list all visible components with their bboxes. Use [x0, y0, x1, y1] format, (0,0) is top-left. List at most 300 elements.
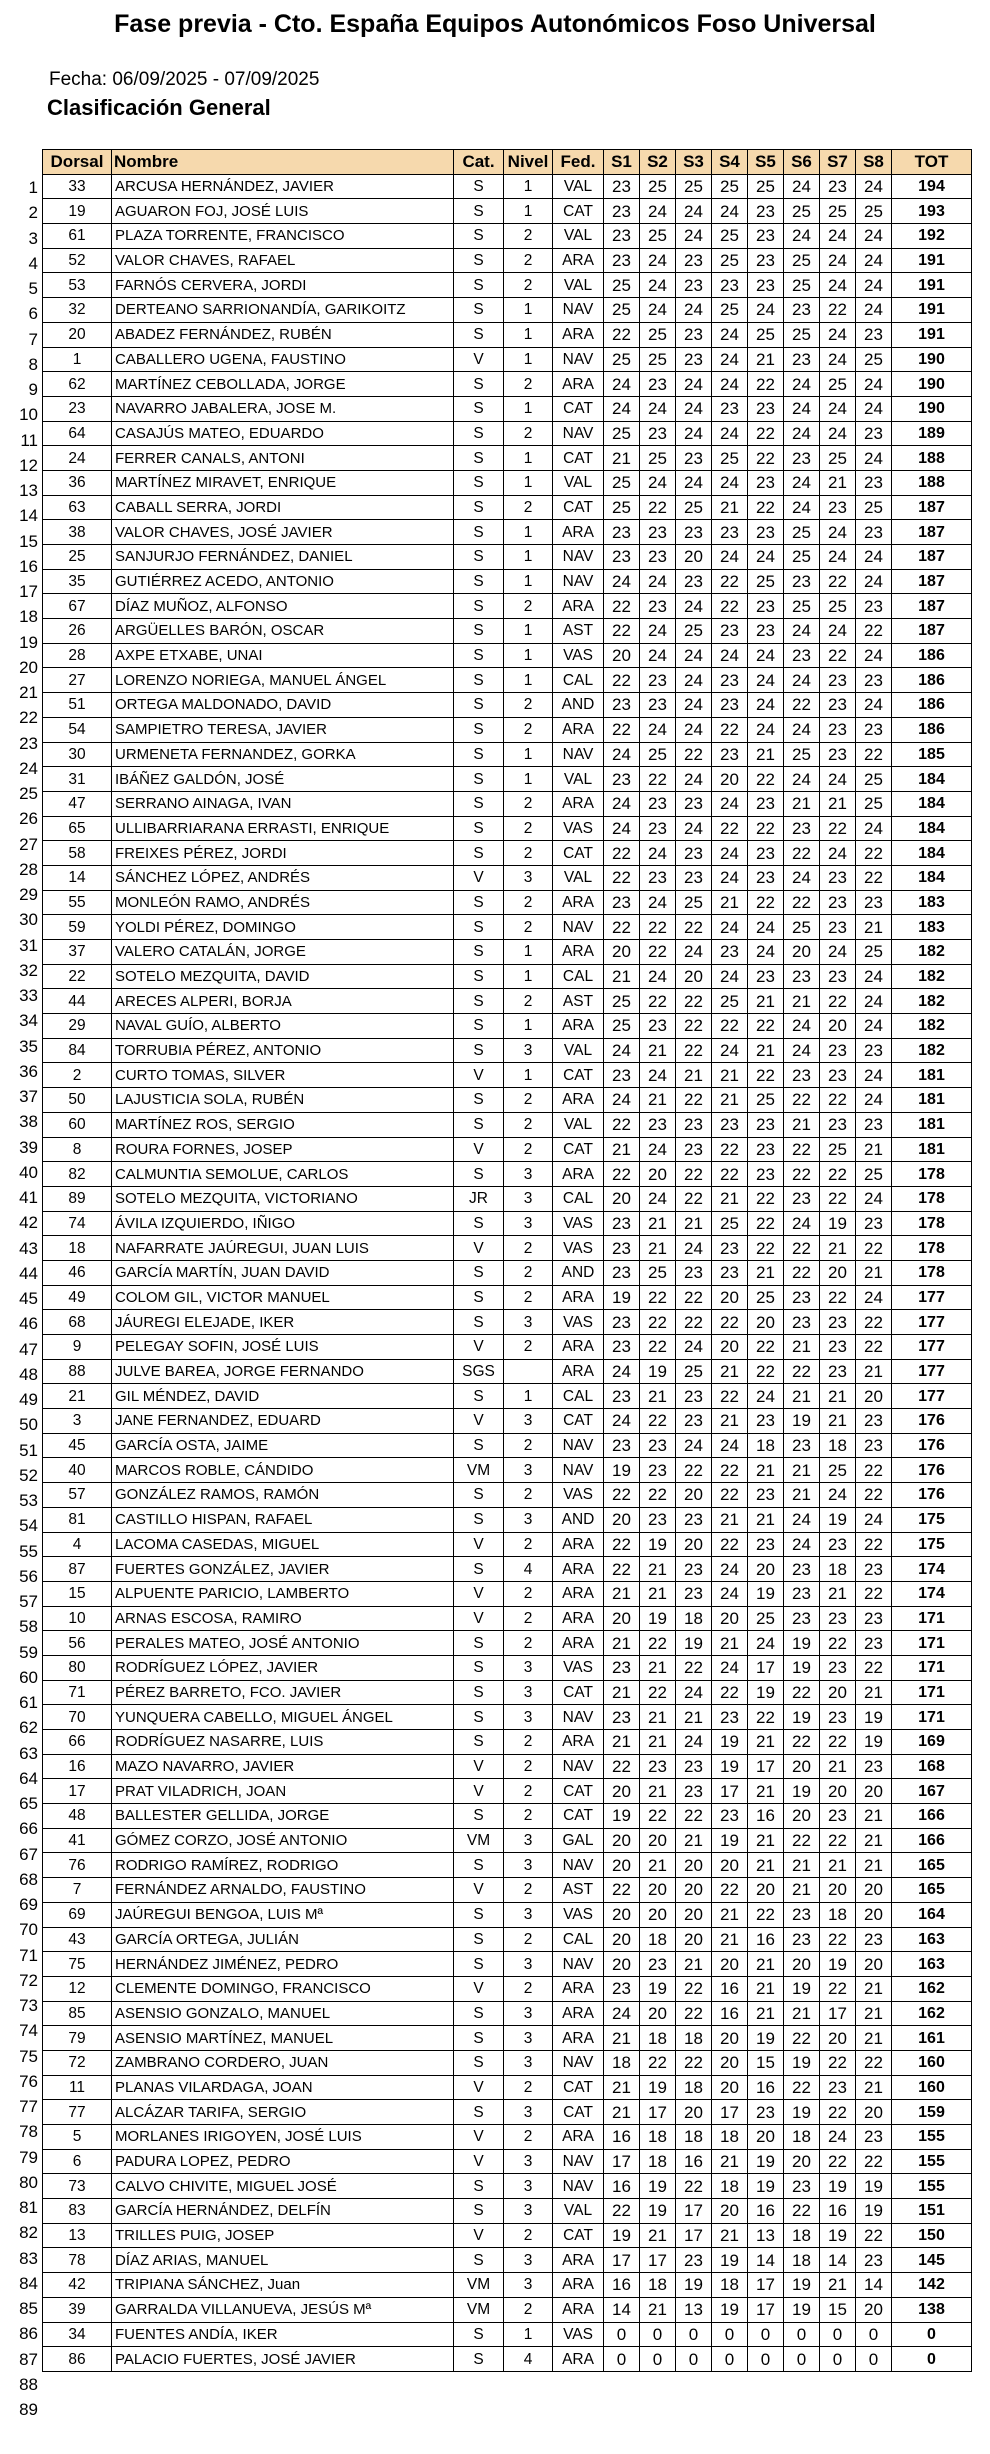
series-score: 24: [820, 545, 856, 570]
series-score: 17: [640, 2100, 676, 2125]
series-score: 22: [748, 1211, 784, 1236]
series-score: 20: [676, 1483, 712, 1508]
series-score: 22: [712, 1532, 748, 1557]
series-score: 20: [640, 1878, 676, 1903]
series-score: 22: [604, 865, 640, 890]
dorsal-cell: 14: [43, 865, 112, 890]
table-row: [43, 569, 972, 594]
results-table: [42, 149, 972, 2372]
series-score: 23: [856, 2248, 892, 2273]
table-row: [43, 1804, 972, 1829]
series-score: 19: [820, 1507, 856, 1532]
series-score: 23: [820, 717, 856, 742]
rank-number: 44: [19, 1263, 38, 1283]
rank-number: 70: [19, 1920, 38, 1940]
series-score: 19: [604, 1804, 640, 1829]
series-score: 17: [676, 2223, 712, 2248]
athlete-name: ORTEGA MALDONADO, DAVID: [112, 693, 454, 718]
series-score: 20: [856, 1902, 892, 1927]
series-score: 24: [856, 372, 892, 397]
rank-number: 6: [28, 304, 38, 324]
series-score: 20: [748, 1878, 784, 1903]
series-score: 24: [640, 273, 676, 298]
series-score: 21: [712, 2149, 748, 2174]
level-cell: 2: [504, 2297, 553, 2322]
series-score: 21: [640, 1581, 676, 1606]
category-cell: S: [454, 1088, 504, 1113]
series-score: 23: [604, 1335, 640, 1360]
table-row: [43, 1310, 972, 1335]
series-score: 21: [784, 989, 820, 1014]
series-score: 24: [856, 1186, 892, 1211]
series-score: 20: [856, 2100, 892, 2125]
series-score: 23: [784, 298, 820, 323]
series-score: 25: [604, 298, 640, 323]
dorsal-cell: 75: [43, 1952, 112, 1977]
total-score: 177: [892, 1335, 972, 1360]
federation-cell: VAS: [553, 2322, 604, 2347]
table-row: [43, 1828, 972, 1853]
series-score: 25: [784, 273, 820, 298]
series-score: 24: [856, 396, 892, 421]
table-row: [43, 1063, 972, 1088]
total-score: 163: [892, 1952, 972, 1977]
series-score: 21: [748, 742, 784, 767]
federation-cell: ARA: [553, 2026, 604, 2051]
dorsal-cell: 37: [43, 940, 112, 965]
athlete-name: ALCÁZAR TARIFA, SERGIO: [112, 2100, 454, 2125]
series-score: 24: [712, 791, 748, 816]
series-score: 21: [856, 1976, 892, 2001]
total-score: 165: [892, 1853, 972, 1878]
column-header: S7: [820, 150, 856, 175]
series-score: 21: [676, 1063, 712, 1088]
category-cell: S: [454, 668, 504, 693]
category-cell: S: [454, 989, 504, 1014]
series-score: 23: [676, 1409, 712, 1434]
rank-number: 29: [19, 885, 38, 904]
series-score: 23: [856, 890, 892, 915]
rank-number: 69: [19, 1895, 38, 1914]
level-cell: 3: [504, 2001, 553, 2026]
series-score: 23: [676, 791, 712, 816]
rank-number: 74: [19, 2021, 38, 2041]
series-score: 0: [748, 2322, 784, 2347]
series-score: 22: [604, 668, 640, 693]
table-row: [43, 1532, 972, 1557]
federation-cell: ARA: [553, 1088, 604, 1113]
series-score: 20: [676, 1853, 712, 1878]
federation-cell: VAL: [553, 174, 604, 199]
athlete-name: JÁUREGI ELEJADE, IKER: [112, 1310, 454, 1335]
total-score: 162: [892, 1976, 972, 2001]
series-score: 24: [856, 964, 892, 989]
level-cell: 2: [504, 2125, 553, 2150]
series-score: 24: [784, 1038, 820, 1063]
series-score: 22: [784, 1359, 820, 1384]
rank-number: 2: [28, 203, 38, 223]
series-score: 19: [748, 2026, 784, 2051]
series-score: 17: [748, 2297, 784, 2322]
series-score: 23: [676, 1581, 712, 1606]
level-cell: 2: [504, 816, 553, 841]
dorsal-cell: 53: [43, 273, 112, 298]
federation-cell: CAT: [553, 1779, 604, 1804]
category-cell: V: [454, 865, 504, 890]
series-score: 22: [712, 1162, 748, 1187]
total-score: 175: [892, 1532, 972, 1557]
series-score: 21: [748, 1260, 784, 1285]
dorsal-cell: 61: [43, 224, 112, 249]
table-row: [43, 940, 972, 965]
series-score: 24: [604, 1038, 640, 1063]
series-score: 24: [820, 322, 856, 347]
series-score: 25: [676, 495, 712, 520]
series-score: 23: [748, 199, 784, 224]
rank-number: 42: [19, 1213, 38, 1233]
series-score: 21: [748, 2001, 784, 2026]
level-cell: 3: [504, 2174, 553, 2199]
federation-cell: ARA: [553, 1285, 604, 1310]
federation-cell: ARA: [553, 1359, 604, 1384]
athlete-name: SANJURJO FERNÁNDEZ, DANIEL: [112, 545, 454, 570]
series-score: 24: [640, 298, 676, 323]
series-score: 21: [784, 1112, 820, 1137]
series-score: 23: [640, 816, 676, 841]
rank-number: 43: [19, 1238, 38, 1258]
series-score: 24: [748, 545, 784, 570]
level-cell: 2: [504, 1088, 553, 1113]
series-score: 24: [676, 1680, 712, 1705]
series-score: 18: [676, 2026, 712, 2051]
series-score: 23: [748, 273, 784, 298]
table-row: [43, 1409, 972, 1434]
rank-number: 27: [19, 834, 38, 854]
category-cell: S: [454, 2100, 504, 2125]
series-score: 24: [676, 199, 712, 224]
level-cell: 2: [504, 2075, 553, 2100]
category-cell: S: [454, 1853, 504, 1878]
series-score: 22: [604, 619, 640, 644]
series-score: 24: [856, 248, 892, 273]
dorsal-cell: 26: [43, 619, 112, 644]
federation-cell: VAL: [553, 767, 604, 792]
series-score: 23: [784, 1310, 820, 1335]
total-score: 182: [892, 964, 972, 989]
series-score: 23: [712, 1804, 748, 1829]
level-cell: 1: [504, 396, 553, 421]
category-cell: S: [454, 816, 504, 841]
rank-number: 72: [19, 1970, 38, 1990]
federation-cell: ARA: [553, 2001, 604, 2026]
athlete-name: RODRÍGUEZ LÓPEZ, JAVIER: [112, 1655, 454, 1680]
series-score: 24: [856, 446, 892, 471]
series-score: 0: [712, 2322, 748, 2347]
series-score: 25: [712, 224, 748, 249]
series-score: 23: [604, 545, 640, 570]
federation-cell: CAL: [553, 1186, 604, 1211]
series-score: 21: [640, 1236, 676, 1261]
series-score: 23: [712, 668, 748, 693]
series-score: 23: [856, 1631, 892, 1656]
series-score: 21: [856, 1359, 892, 1384]
federation-cell: ARA: [553, 1976, 604, 2001]
level-cell: 1: [504, 742, 553, 767]
category-cell: S: [454, 1211, 504, 1236]
series-score: 23: [784, 1927, 820, 1952]
level-cell: 2: [504, 841, 553, 866]
category-cell: S: [454, 2248, 504, 2273]
dorsal-cell: 5: [43, 2125, 112, 2150]
table-row: [43, 841, 972, 866]
federation-cell: ARA: [553, 520, 604, 545]
athlete-name: MARTÍNEZ ROS, SERGIO: [112, 1112, 454, 1137]
athlete-name: FREIXES PÉREZ, JORDI: [112, 841, 454, 866]
series-score: 0: [712, 2347, 748, 2372]
series-score: 24: [712, 643, 748, 668]
series-score: 20: [856, 1878, 892, 1903]
series-score: 23: [604, 890, 640, 915]
total-score: 188: [892, 446, 972, 471]
rank-number: 68: [19, 1869, 38, 1889]
federation-cell: ARA: [553, 717, 604, 742]
series-score: 25: [748, 174, 784, 199]
athlete-name: MARTÍNEZ CEBOLLADA, JORGE: [112, 372, 454, 397]
category-cell: V: [454, 2149, 504, 2174]
series-score: 24: [712, 545, 748, 570]
series-score: 23: [784, 1285, 820, 1310]
series-score: 22: [676, 1285, 712, 1310]
rank-number: 45: [19, 1289, 38, 1308]
federation-cell: CAT: [553, 1409, 604, 1434]
table-row: [43, 693, 972, 718]
series-score: 23: [676, 1754, 712, 1779]
dorsal-cell: 66: [43, 1730, 112, 1755]
series-score: 25: [604, 273, 640, 298]
series-score: 22: [856, 841, 892, 866]
series-score: 19: [784, 2297, 820, 2322]
series-score: 25: [640, 446, 676, 471]
athlete-name: GARCÍA HERNÁNDEZ, DELFÍN: [112, 2199, 454, 2224]
series-score: 23: [640, 1433, 676, 1458]
series-score: 18: [712, 2273, 748, 2298]
series-score: 21: [640, 1038, 676, 1063]
series-score: 25: [712, 446, 748, 471]
federation-cell: VAS: [553, 1211, 604, 1236]
series-score: 19: [784, 2050, 820, 2075]
rank-number: 53: [19, 1491, 38, 1510]
series-score: 24: [748, 298, 784, 323]
series-score: 22: [712, 717, 748, 742]
series-score: 19: [820, 1211, 856, 1236]
athlete-name: CALVO CHIVITE, MIGUEL JOSÉ: [112, 2174, 454, 2199]
rank-number: 78: [19, 2122, 38, 2142]
series-score: 20: [676, 545, 712, 570]
series-score: 22: [784, 1088, 820, 1113]
federation-cell: CAT: [553, 199, 604, 224]
total-score: 169: [892, 1730, 972, 1755]
federation-cell: VAL: [553, 224, 604, 249]
series-score: 22: [712, 1384, 748, 1409]
series-score: 24: [784, 1014, 820, 1039]
series-score: 24: [820, 940, 856, 965]
series-score: 23: [820, 1038, 856, 1063]
series-score: 23: [748, 396, 784, 421]
dorsal-cell: 17: [43, 1779, 112, 1804]
athlete-name: GARCÍA OSTA, JAIME: [112, 1433, 454, 1458]
series-score: 22: [604, 594, 640, 619]
series-score: 21: [748, 989, 784, 1014]
series-score: 22: [604, 322, 640, 347]
series-score: 25: [640, 174, 676, 199]
level-cell: [504, 1359, 553, 1384]
federation-cell: VAL: [553, 273, 604, 298]
series-score: 21: [856, 2075, 892, 2100]
series-score: 24: [856, 298, 892, 323]
table-row: [43, 594, 972, 619]
total-score: 178: [892, 1236, 972, 1261]
series-score: 18: [640, 2125, 676, 2150]
series-score: 23: [604, 248, 640, 273]
rank-number: 87: [19, 2349, 38, 2369]
dorsal-cell: 59: [43, 915, 112, 940]
total-score: 190: [892, 347, 972, 372]
series-score: 23: [640, 1112, 676, 1137]
athlete-name: TRILLES PUIG, JOSEP: [112, 2223, 454, 2248]
category-cell: V: [454, 1976, 504, 2001]
rank-number: 22: [19, 708, 38, 728]
series-score: 23: [604, 693, 640, 718]
rank-number: 41: [19, 1188, 38, 1207]
series-score: 24: [856, 1507, 892, 1532]
rank-number: 89: [19, 2400, 38, 2419]
series-score: 20: [676, 964, 712, 989]
total-score: 186: [892, 693, 972, 718]
level-cell: 1: [504, 1384, 553, 1409]
level-cell: 3: [504, 1211, 553, 1236]
series-score: 18: [748, 1433, 784, 1458]
series-score: 25: [820, 1137, 856, 1162]
series-score: 22: [784, 1260, 820, 1285]
series-score: 23: [640, 791, 676, 816]
series-score: 22: [856, 1236, 892, 1261]
series-score: 21: [784, 1458, 820, 1483]
rank-number: 56: [19, 1566, 38, 1586]
rank-number: 79: [19, 2147, 38, 2167]
series-score: 23: [640, 1507, 676, 1532]
series-score: 25: [712, 989, 748, 1014]
rank-number: 57: [19, 1592, 38, 1611]
series-score: 20: [820, 1260, 856, 1285]
rank-number: 84: [19, 2273, 38, 2293]
table-row: [43, 668, 972, 693]
total-score: 178: [892, 1211, 972, 1236]
series-score: 21: [820, 791, 856, 816]
series-score: 24: [604, 2001, 640, 2026]
rank-number: 10: [19, 405, 38, 425]
series-score: 18: [820, 1433, 856, 1458]
total-score: 171: [892, 1606, 972, 1631]
series-score: 23: [640, 545, 676, 570]
series-score: 24: [640, 199, 676, 224]
series-score: 22: [640, 1335, 676, 1360]
federation-cell: CAT: [553, 495, 604, 520]
dorsal-cell: 8: [43, 1137, 112, 1162]
series-score: 23: [748, 1483, 784, 1508]
category-cell: S: [454, 2322, 504, 2347]
series-score: 24: [748, 693, 784, 718]
table-row: [43, 2026, 972, 2051]
series-score: 22: [856, 2149, 892, 2174]
total-score: 155: [892, 2149, 972, 2174]
series-score: 23: [820, 1359, 856, 1384]
series-score: 23: [856, 594, 892, 619]
athlete-name: ÁVILA IZQUIERDO, IÑIGO: [112, 1211, 454, 1236]
level-cell: 2: [504, 372, 553, 397]
series-score: 21: [640, 2297, 676, 2322]
series-score: 24: [640, 1063, 676, 1088]
dorsal-cell: 86: [43, 2347, 112, 2372]
athlete-name: SERRANO AINAGA, IVAN: [112, 791, 454, 816]
series-score: 21: [856, 2001, 892, 2026]
series-score: 25: [712, 298, 748, 323]
series-score: 24: [712, 1581, 748, 1606]
series-score: 19: [712, 1754, 748, 1779]
series-score: 23: [820, 742, 856, 767]
federation-cell: NAV: [553, 1853, 604, 1878]
series-score: 18: [676, 2125, 712, 2150]
level-cell: 2: [504, 495, 553, 520]
total-score: 161: [892, 2026, 972, 2051]
dorsal-cell: 38: [43, 520, 112, 545]
total-score: 183: [892, 915, 972, 940]
dorsal-cell: 65: [43, 816, 112, 841]
category-cell: S: [454, 594, 504, 619]
series-score: 22: [820, 2050, 856, 2075]
federation-cell: CAL: [553, 1927, 604, 1952]
series-score: 17: [748, 1655, 784, 1680]
level-cell: 2: [504, 1878, 553, 1903]
table-row: [43, 742, 972, 767]
federation-cell: VAL: [553, 1112, 604, 1137]
series-score: 24: [856, 693, 892, 718]
series-score: 24: [784, 717, 820, 742]
series-score: 18: [784, 2223, 820, 2248]
series-score: 16: [748, 2075, 784, 2100]
series-score: 21: [820, 1384, 856, 1409]
level-cell: 1: [504, 545, 553, 570]
athlete-name: FUERTES GONZÁLEZ, JAVIER: [112, 1557, 454, 1582]
series-score: 24: [784, 421, 820, 446]
total-score: 166: [892, 1804, 972, 1829]
series-score: 20: [856, 1384, 892, 1409]
athlete-name: MARCOS ROBLE, CÁNDIDO: [112, 1458, 454, 1483]
level-cell: 1: [504, 298, 553, 323]
dorsal-cell: 20: [43, 322, 112, 347]
athlete-name: DÍAZ MUÑOZ, ALFONSO: [112, 594, 454, 619]
series-score: 21: [640, 1655, 676, 1680]
category-cell: S: [454, 1433, 504, 1458]
series-score: 21: [604, 446, 640, 471]
series-score: 19: [856, 2174, 892, 2199]
level-cell: 4: [504, 1557, 553, 1582]
rank-number: 40: [19, 1162, 38, 1182]
series-score: 20: [640, 1162, 676, 1187]
series-score: 25: [604, 347, 640, 372]
series-score: 23: [820, 1310, 856, 1335]
series-score: 18: [712, 2125, 748, 2150]
series-score: 21: [676, 1952, 712, 1977]
